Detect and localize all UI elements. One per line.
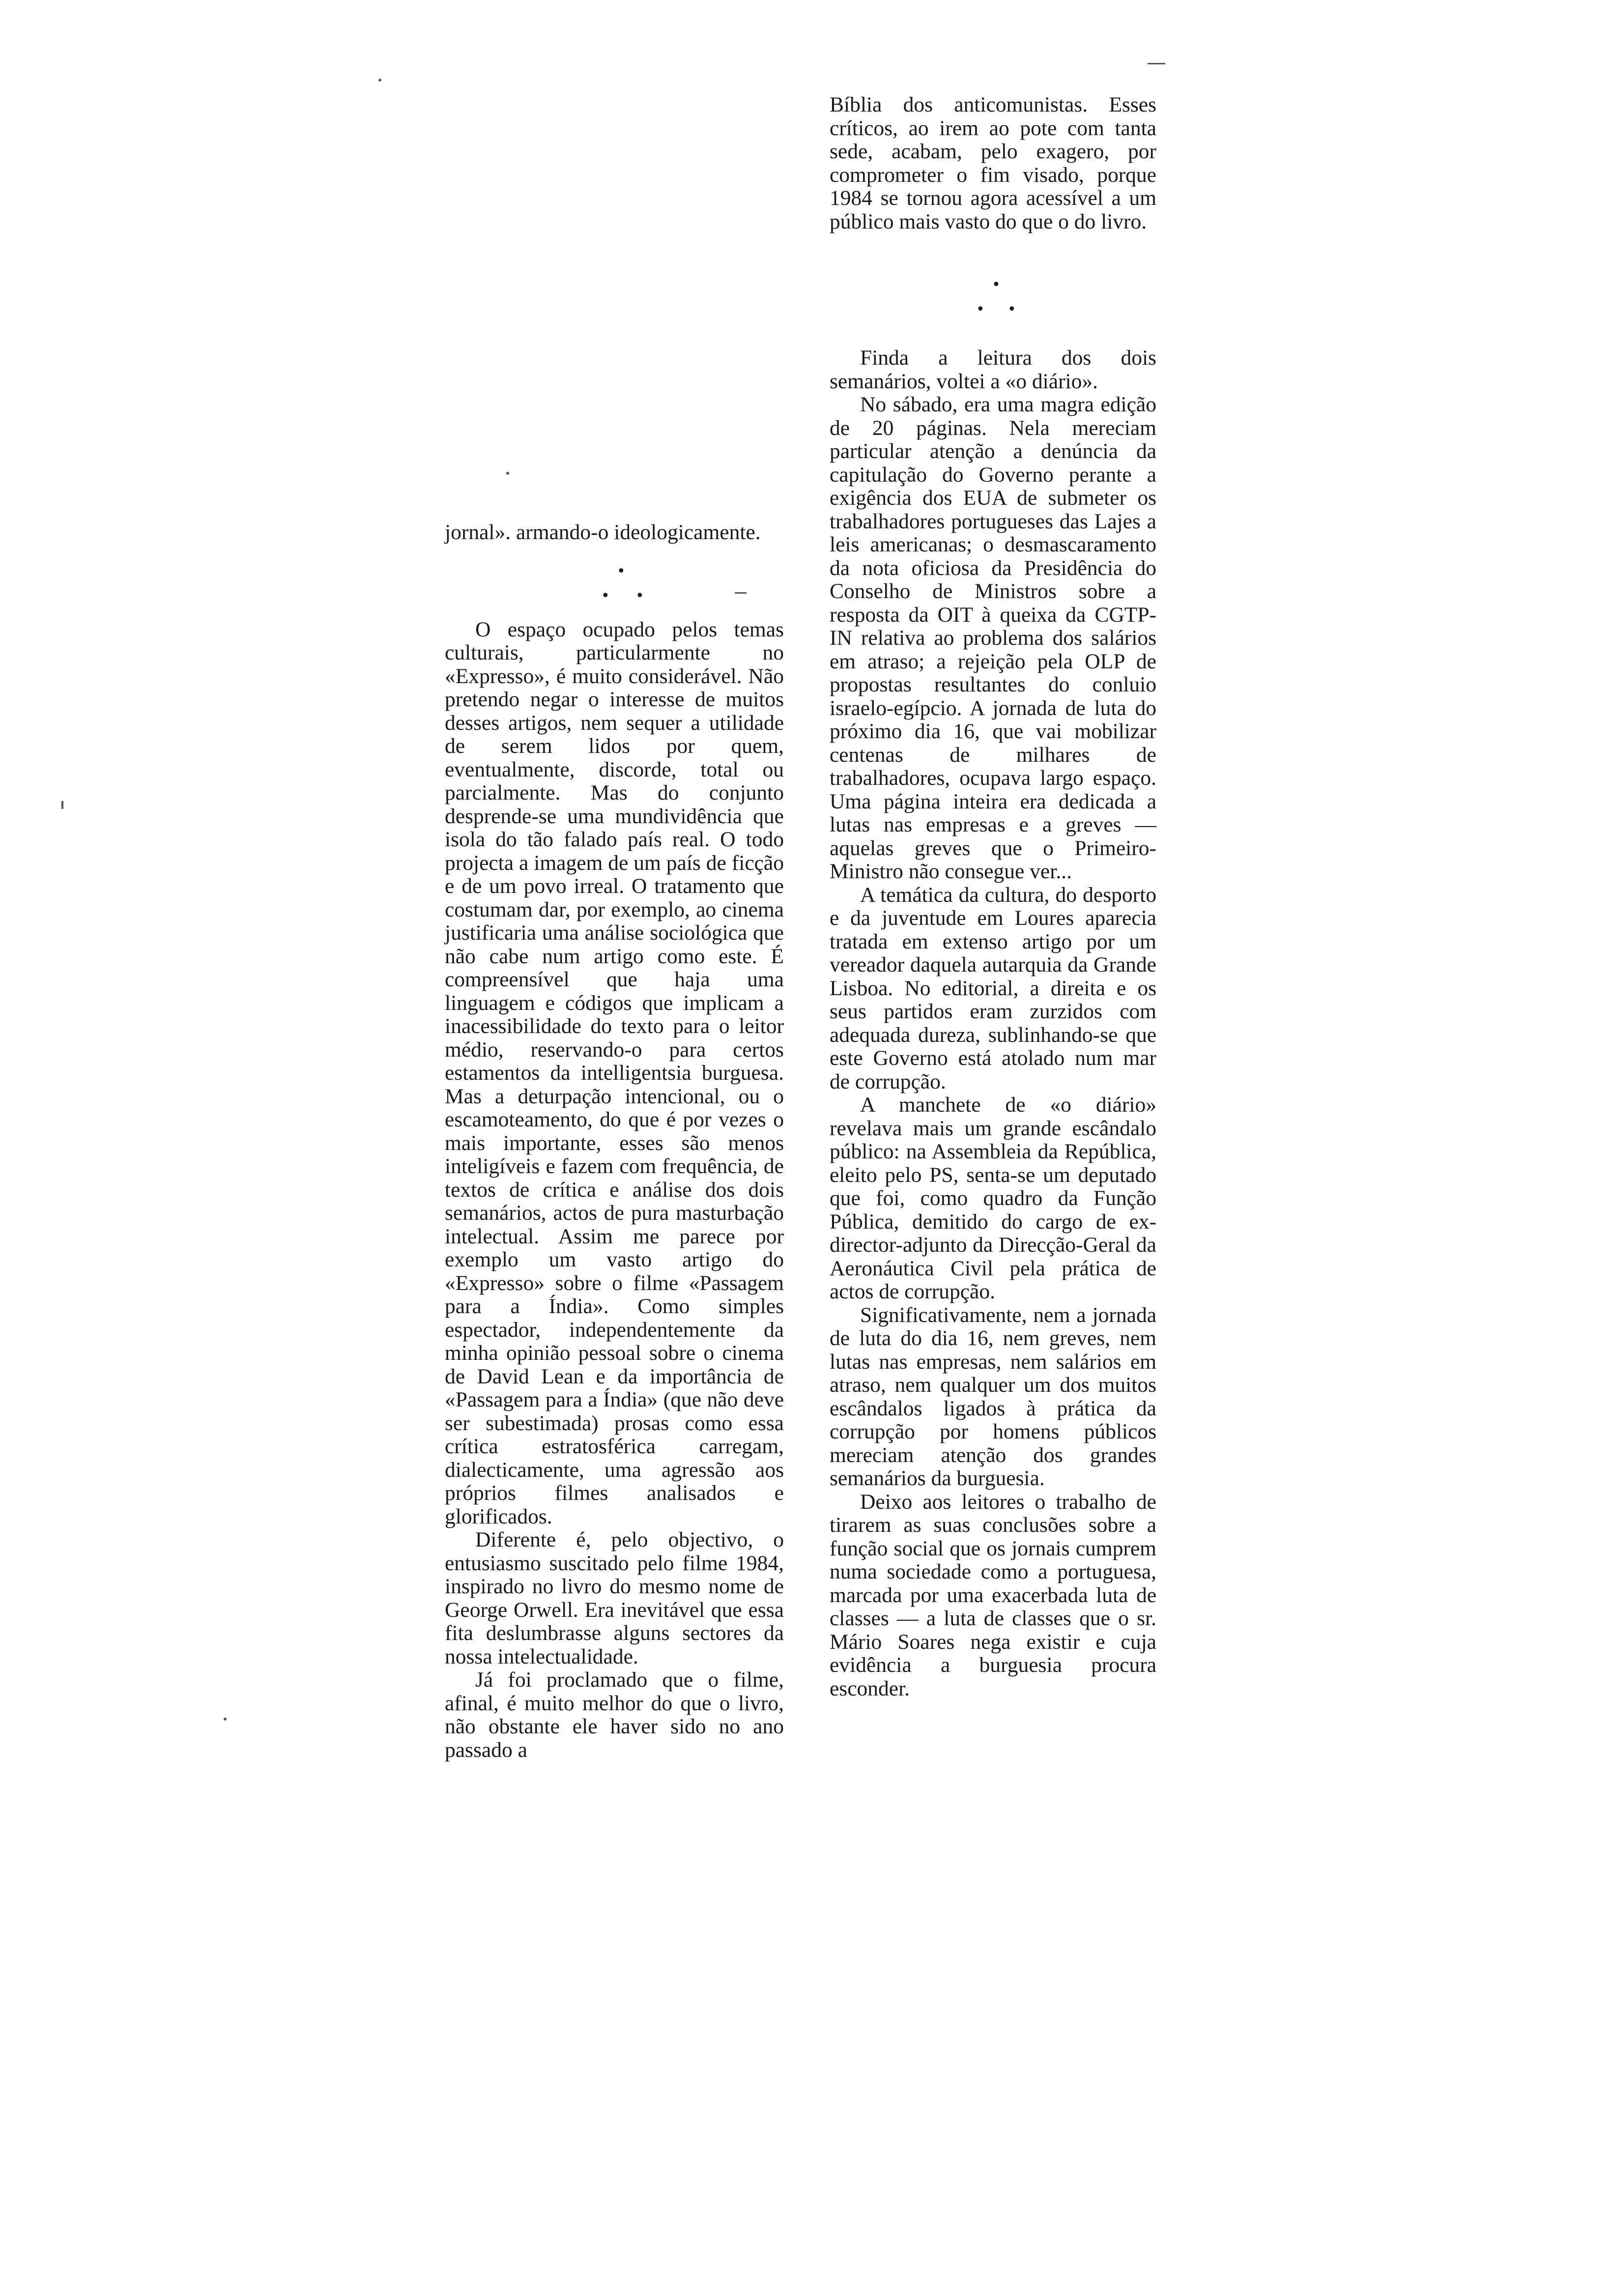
paragraph: No sábado, era uma magra edição de 20 páginas. Nela mereciam particular atenção a denúncia da capitulação do Governo perante a exigência dos EUA de submeter os trabalhadores portugueses das Lajes a leis americanas; o desmascaramento da nota oficiosa da Presidência do Conselho de Ministros sobre a resposta da OIT à queixa da CGTP-IN relativa ao problema dos salários em atraso; a rejeição pela OLP de propostas resultantes do conluio israelo-egípcio. A jornada de luta do próximo dia 16, que vai mobilizar centenas de milhares de trabalhadores, ocupava largo espaço. Uma página inteira era dedicada a lutas nas empresas e a greves — aquelas greves que o Primeiro-Ministro não consegue ver... — [830, 393, 1156, 883]
separator-star: • — [1008, 301, 1016, 318]
separator-star: • — [601, 587, 610, 604]
separator-star: • — [617, 562, 626, 580]
paragraph: Já foi proclamado que o filme, afinal, é muito melhor do que o livro, não obstante ele haver sido no ano passado a — [445, 1668, 784, 1762]
separator-star: • — [635, 587, 644, 604]
separator-star: • — [976, 301, 985, 318]
scan-dot — [506, 472, 509, 475]
section-separator — [830, 233, 1156, 346]
section-separator — [445, 545, 784, 618]
paragraph: Bíblia dos anticomunistas. Esses críticos, ao irem ao pote com tanta sede, acabam, pelo exagero, por comprometer o fim visado, porque 1984 se tornou agora acessível a um público mais vasto do que o do livro. — [830, 93, 1156, 233]
scan-dot — [224, 1718, 227, 1721]
paragraph: Significativamente, nem a jornada de luta do dia 16, nem greves, nem lutas nas empresas, nem salários em atraso, nem qualquer um dos muitos escândalos ligados à prática da corrupção por homens públicos mereciam atenção dos grandes semanários da burguesia. — [830, 1303, 1156, 1490]
scan-mark — [61, 801, 63, 809]
paragraph: Diferente é, pelo objectivo, o entusiasmo suscitado pelo filme 1984, inspirado no livro do mesmo nome de George Orwell. Era inevitável que essa fita deslumbrasse alguns sectores da nossa intelectualidade. — [445, 1528, 784, 1668]
paragraph: O espaço ocupado pelos temas culturais, particularmente no «Expresso», é muito considerável. Não pretendo negar o interesse de muitos desses artigos, nem sequer a utilidade de serem lidos por quem, eventualmente, discorde, total ou parcialmente. Mas do conjunto desprende-se uma mundividência que isola do tão falado país real. O todo projecta a imagem de um país de ficção e de um povo irreal. O tratamento que costumam dar, por exemplo, ao cinema justificaria uma análise sociológica que não cabe num artigo como este. É compreensível que haja uma linguagem e códigos que implicam a inacessibilidade do texto para o leitor médio, reservando-o para certos estamentos da intelligentsia burguesa. Mas a deturpação intencional, ou o escamoteamento, do que é por vezes o mais importante, esses são menos inteligíveis e fazem com frequência, de textos de crítica e análise dos dois semanários, actos de pura masturbação intelectual. Assim me parece por exemplo um vasto artigo do «Expresso» sobre o filme «Passagem para a Índia». Como simples espectador, independentemente da minha opinião pessoal sobre o cinema de David Lean e da importância de «Passagem para a Índia» (que não deve ser subestimada) prosas como essa crítica estratosférica carregam, dialecticamente, uma agressão aos próprios filmes analisados e glorificados. — [445, 617, 784, 1528]
scan-mark — [1148, 63, 1165, 64]
left-column — [445, 521, 784, 1762]
paragraph: A temática da cultura, do desporto e da juventude em Loures aparecia tratada em extenso artigo por um vereador daquela autarquia da Grande Lisboa. No editorial, a direita e os seus partidos eram zurzidos com adequada dureza, sublinhando-se que este Governo está atolado num mar de corrupção. — [830, 883, 1156, 1093]
paragraph: A manchete de «o diário» revelava mais um grande escândalo público: na Assembleia da República, eleito pelo PS, senta-se um deputado que foi, como quadro da Função Pública, demitido do cargo de ex-director-adjunto da Direcção-Geral da Aeronáutica Civil pela prática de actos de corrupção. — [830, 1093, 1156, 1303]
right-column — [830, 93, 1156, 1700]
paragraph: Deixo aos leitores o trabalho de tirarem as suas conclusões sobre a função social que os jornais cumprem numa sociedade como a portuguesa, marcada por uma exacerbada luta de classes — a luta de classes que o sr. Mário Soares nega existir e cuja evidência a burguesia procura esconder. — [830, 1490, 1156, 1700]
paragraph: jornal». armando-o ideologicamente. — [445, 520, 761, 544]
paragraph: Finda a leitura dos dois semanários, voltei a «o diário». — [830, 346, 1156, 393]
separator-star: • — [992, 276, 1001, 293]
scan-dot — [378, 79, 381, 82]
